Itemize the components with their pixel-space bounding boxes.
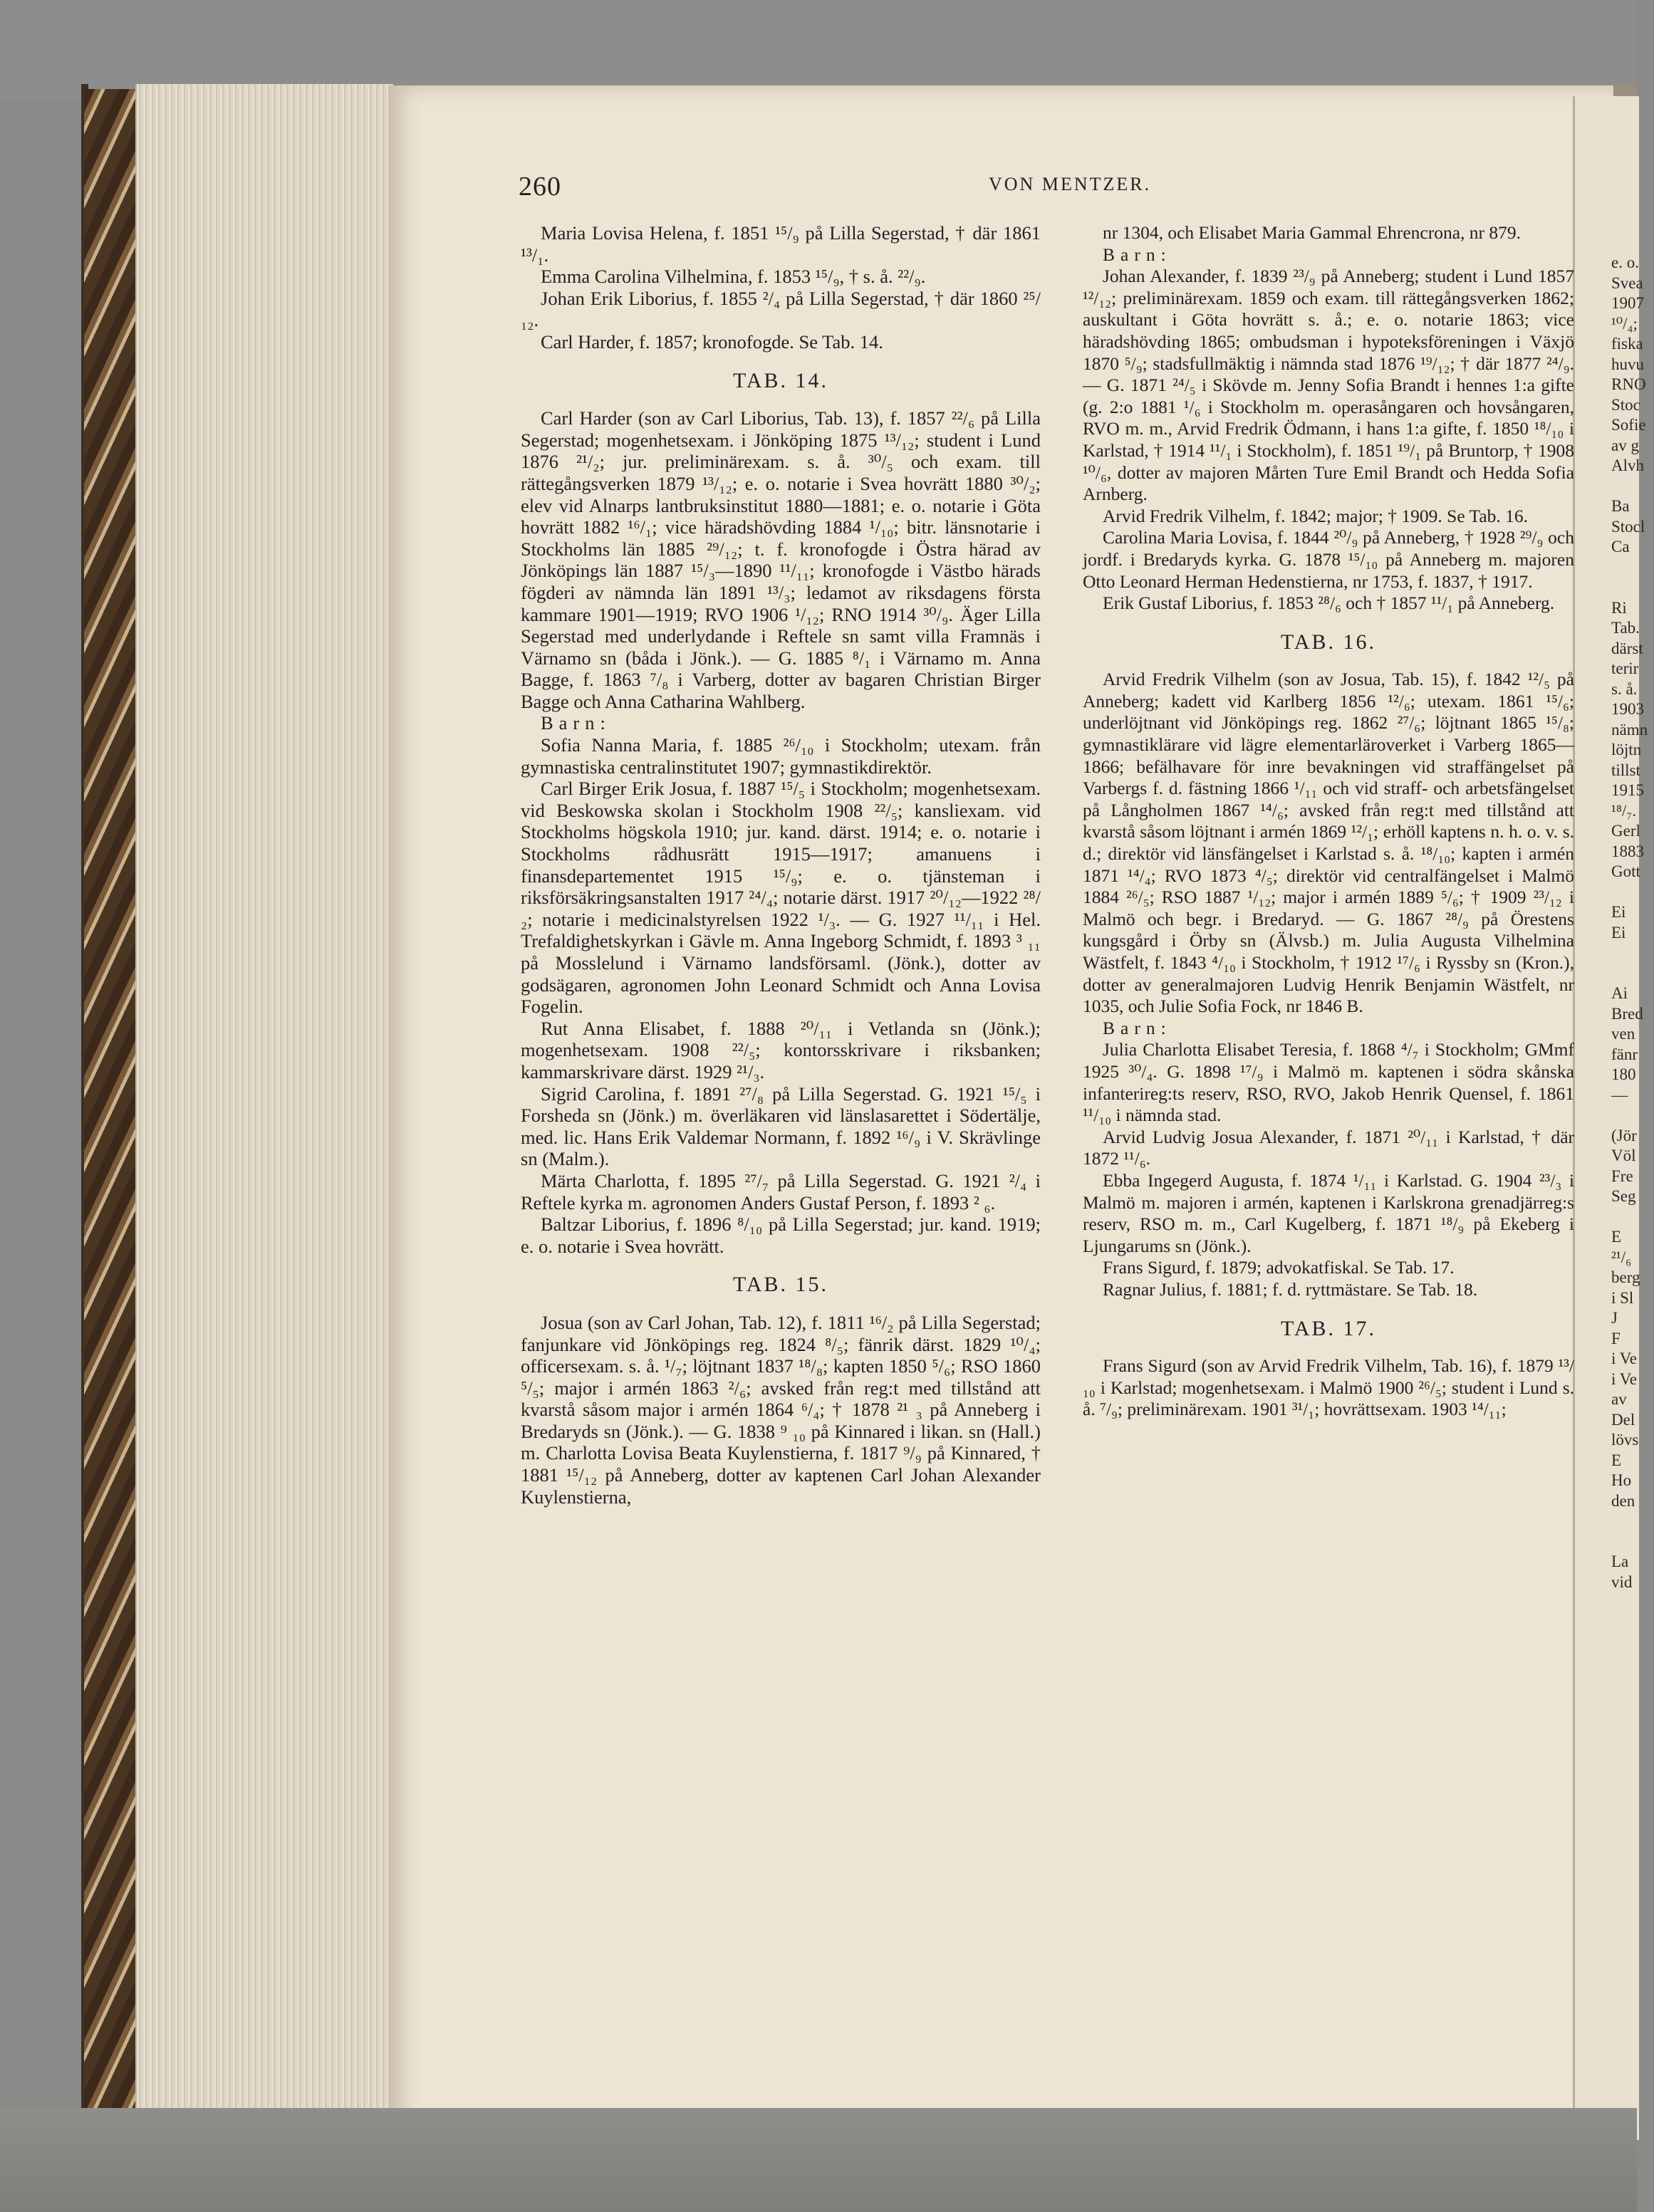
page-stack xyxy=(135,84,393,2135)
facing-page-line: löjtn xyxy=(1611,741,1642,758)
facing-page-line: E xyxy=(1611,1228,1622,1246)
facing-page-line: ¹⁰/₄; xyxy=(1611,314,1638,333)
facing-page-line xyxy=(1611,1105,1654,1126)
facing-page-line: (Jör xyxy=(1611,1126,1637,1144)
genealogy-entry: Frans Sigurd, f. 1879; advokatfiskal. Se Tab. 17. xyxy=(1103,1257,1455,1278)
facing-page-line: i Sl xyxy=(1611,1288,1634,1307)
facing-page-line: s. å. xyxy=(1611,679,1638,698)
facing-page-line: J xyxy=(1611,1309,1618,1327)
genealogy-entry: Frans Sigurd (son av Arvid Fredrik Vilhelm, Tab. 16), f. 1879 ¹³/₁₀ i Karlstad; mogenhetsexam. i Malmö 1900 ²⁶/₅; student i Lund s. å. ⁷/₉; preliminärexam. 1901 ³¹/₁; hovrättsexam. 1903 ¹⁴/₁₁; xyxy=(1083,1355,1574,1420)
facing-page-line: nämn xyxy=(1611,720,1648,739)
genealogy-entry: Märta Charlotta, f. 1895 ²⁷/₇ på Lilla Segerstad. G. 1921 ²/₄ i Reftele kyrka m. agronomen Anders Gustaf Person, f. 1893 ² ₆. xyxy=(521,1169,1041,1214)
facing-page-line: terir xyxy=(1611,659,1639,677)
facing-page-line: i Ve xyxy=(1611,1350,1637,1367)
page-number: 260 xyxy=(519,172,561,202)
genealogy-entry: Ebba Ingegerd Augusta, f. 1874 ¹/₁₁ i Karlstad. G. 1904 ²³/₃ i Malmö m. majoren i armén, kaptenen i Karlskrona grenadjärreg:s reserv, RSO m. m., Carl Kugelberg, f. 1871 ¹⁸/₉ på Ekeberg i Ljungarums sn (Jönk.). xyxy=(1083,1169,1574,1256)
genealogy-entry: Sofia Nanna Maria, f. 1885 ²⁶/₁₀ i Stockholm; utexam. från gymnastiska centralinstitutet 1907; gymnastikdirektör. xyxy=(521,734,1041,778)
genealogy-entry: Arvid Ludvig Josua Alexander, f. 1871 ²⁰/₁₁ i Karlstad, † där 1872 ¹¹/₆. xyxy=(1083,1126,1574,1169)
facing-page-line: 180 xyxy=(1611,1065,1636,1083)
facing-page-line: ven xyxy=(1611,1025,1635,1043)
genealogy-entry: Carl Harder, f. 1857; kronofogde. Se Tab. 14. xyxy=(541,330,883,353)
section-heading: TAB. 17. xyxy=(1280,1316,1377,1340)
facing-page-line: därst xyxy=(1611,639,1643,657)
facing-page-line: vid xyxy=(1611,1572,1633,1591)
section-heading: TAB. 16. xyxy=(1280,630,1377,654)
page-header xyxy=(519,171,1160,202)
facing-page-line xyxy=(1611,882,1654,903)
facing-page-line xyxy=(1611,943,1654,964)
genealogy-entry: Johan Erik Liborius, f. 1855 ²/₄ på Lilla Segerstad, † där 1860 ²⁵/₁₂. xyxy=(521,287,1041,331)
facing-page-fragments xyxy=(1611,253,1654,1592)
facing-page-line: Stoc xyxy=(1611,395,1640,414)
facing-page-line: fiska xyxy=(1611,335,1643,353)
genealogy-entry: Ragnar Julius, f. 1881; f. d. ryttmästare. Se Tab. 18. xyxy=(1103,1278,1478,1300)
facing-page-line: av xyxy=(1611,1390,1627,1408)
facing-page-line: Ho xyxy=(1611,1471,1632,1489)
facing-page-line: 1903 xyxy=(1611,700,1644,718)
facing-page-line xyxy=(1611,578,1654,598)
facing-page-line: Seg xyxy=(1611,1187,1636,1205)
facing-page-line: E xyxy=(1611,1451,1622,1469)
facing-page-line: berg xyxy=(1611,1268,1640,1286)
facing-page-line: Ei xyxy=(1611,903,1626,921)
facing-page-line: Ri xyxy=(1611,598,1627,617)
genealogy-entry: Carolina Maria Lovisa, f. 1844 ²⁰/₉ på Anneberg, † 1928 ²⁹/₉ och jordf. i Bredaryds kyrka. G. 1878 ¹⁵/₁₀ på Anneberg m. majoren Otto Leonard Herman Hedenstierna, nr 1753, f. 1837, † 1917. xyxy=(1083,527,1574,592)
genealogy-entry: Carl Birger Erik Josua, f. 1887 ¹⁵/₅ i Stockholm; mogenhetsexam. vid Beskowska skolan i Stockholm 1908 ²²/₅; kansliexam. vid Stockholms högskola 1910; jur. kand. därst. 1914; e. o. notarie i Stockholms rådhusrätt 1915—1917; amanuens i finansdepartementet 1915 ¹⁵/₉; e. o. tjänsteman i riksförsäkringsanstalten 1917 ²⁴/₄; notarie därst. 1917 ²⁰/₁₂—1922 ²⁸/₂; notarie i medicinalstyrelsen 1922 ¹/₃. — G. 1927 ¹¹/₁₁ i Hel. Trefaldighetskyrkan i Gävle m. Anna Ingeborg Schmidt, f. 1893 ³ ₁₁ på Mosslelund i Värnamo landsförsaml. (Jönk.), dotter av godsägaren, agronomen John Leonard Schmidt och Anna Lovisa Fogelin. xyxy=(521,778,1041,1018)
genealogy-entry: Arvid Fredrik Vilhelm (son av Josua, Tab. 15), f. 1842 ¹²/₅ på Anneberg; kadett vid Karlberg 1856 ¹²/₆; utexam. 1861 ¹⁵/₆; underlöjtnant vid Jönköpings reg. 1862 ²⁷/₆; löjtnant 1865 ¹⁵/₈; gymnastiklärare vid lägre elementarläroverket i Varberg 1865—1866; befälhavare för inre bevakningen vid straffängelset på Varbergs f. d. fästning 1866 ¹/₁₁ och vid straff- och arbetsfängelset på Långholmen 1867 ¹⁴/₆; avsked från reg:t med tillstånd att kvarstå såsom löjtnant i armén 1869 ¹²/₁; erhöll kaptens n. h. o. v. s. d.; direktör vid länsfängelset i Karlstad s. å. ¹⁸/₁₀; kapten i armén 1871 ¹⁴/₄; RVO 1873 ⁴/₅; direktör vid centralfängelset i Malmö 1884 ²⁶/₅; RSO 1887 ¹/₁₂; major i armén 1889 ⁵/₆; † 1909 ²³/₁₂ i Malmö och begr. i Bredaryd. — G. 1867 ²⁸/₉ på Örestens kungsgård i Örby sn (Älvsb.) m. Julia Augusta Vilhelmina Wästfelt, f. 1843 ⁴/₁₀ i Stockholm, † 1912 ¹⁷/₆ i Ryssby sn (Kron.), dotter av generalmajoren Ludvig Henrik Benjamin Wästfelt, nr 1035, och Julie Sofia Fock, nr 1846 B. xyxy=(1083,669,1574,1017)
facing-page-line xyxy=(1611,1511,1654,1532)
genealogy-entry: Rut Anna Elisabet, f. 1888 ²⁰/₁₁ i Vetlanda sn (Jönk.); mogenhetsexam. 1908 ²²/₅; kontorsskrivare i riksbanken; kammarskrivare därst. 1929 ²¹/₃. xyxy=(521,1017,1041,1082)
children-label: Barn: xyxy=(1103,1017,1172,1038)
facing-page-line: Tab. xyxy=(1611,619,1640,637)
section-heading: TAB. 14. xyxy=(732,368,829,392)
facing-page-line: 1883 xyxy=(1611,842,1644,860)
facing-page-line: i Ve xyxy=(1611,1370,1637,1388)
genealogy-entry: Erik Gustaf Liborius, f. 1853 ²⁸/₆ och † 1857 ¹¹/₁ på Anneberg. xyxy=(1103,593,1555,614)
facing-page-line: Ei xyxy=(1611,923,1626,941)
facing-page-line: RNO xyxy=(1611,375,1646,393)
facing-page-line: Ai xyxy=(1611,984,1628,1002)
facing-page-line: av g xyxy=(1611,436,1639,454)
facing-page-line: Svea xyxy=(1611,273,1643,292)
facing-page-line xyxy=(1611,1207,1654,1228)
genealogy-entry: Baltzar Liborius, f. 1896 ⁸/₁₀ på Lilla Segerstad; jur. kand. 1919; e. o. notarie i Svea hovrätt. xyxy=(521,1214,1041,1257)
genealogy-entry: Sigrid Carolina, f. 1891 ²⁷/₈ på Lilla Segerstad. G. 1921 ¹⁵/₅ i Forsheda sn (Jönk.) m. överläkaren vid länslasarettet i Södertälje, med. lic. Hans Erik Valdemar Normann, f. 1892 ¹⁶/₉ i V. Skrävlinge sn (Malm.). xyxy=(521,1082,1041,1170)
left-text-column xyxy=(521,222,1041,1508)
facing-page-line: Ca xyxy=(1611,538,1630,555)
facing-page-line: e. o. xyxy=(1611,254,1639,271)
facing-page-line xyxy=(1611,964,1654,984)
facing-page-line: Bred xyxy=(1611,1004,1643,1023)
facing-page-line: tillst xyxy=(1611,761,1640,779)
facing-page-line: ¹⁸/₇. xyxy=(1611,801,1637,820)
facing-page-line: La xyxy=(1611,1553,1629,1570)
facing-page-line: Ba xyxy=(1611,497,1630,515)
facing-page-line: Gott xyxy=(1611,862,1640,880)
genealogy-entry: Julia Charlotta Elisabet Teresia, f. 1868 ⁴/₇ i Stockholm; GMmf 1925 ³⁰/₄. G. 1898 ¹⁷/₉ i Malmö m. kaptenen i södra skånska infanterireg:ts reserv, RSO, RVO, Jakob Henrik Quensel, f. 1861 ¹¹/₁₀ i nämnda stad. xyxy=(1083,1039,1574,1126)
genealogy-entry: Emma Carolina Vilhelmina, f. 1853 ¹⁵/₉, † s. å. ²²/₉. xyxy=(541,266,926,288)
genealogy-entry: Arvid Fredrik Vilhelm, f. 1842; major; † 1909. Se Tab. 16. xyxy=(1103,505,1529,526)
marbled-edge xyxy=(84,89,140,2112)
facing-page-line: Stocl xyxy=(1611,517,1645,536)
children-label: Barn: xyxy=(541,712,611,734)
running-title: VON MENTZER. xyxy=(989,174,1152,194)
genealogy-entry: Josua (son av Carl Johan, Tab. 12), f. 1811 ¹⁶/₂ på Lilla Segerstad; fanjunkare vid Jönköpings reg. 1824 ⁸/₅; fänrik därst. 1829 ¹⁰/₄; officersexam. s. å. ¹/₇; löjtnant 1837 ¹⁸/₈; kapten 1850 ⁵/₆; RSO 1860 ⁵/₅; major i armén 1863 ²/₆; avsked från reg:t med tillstånd att kvarstå såsom major i armén 1864 ⁶/₄; † 1878 ²¹ ₃ på Anneberg i Bredaryds sn (Jönk.). — G. 1838 ⁹ ₁₀ på Kinnared i likan. sn (Hall.) m. Charlotta Lovisa Beata Kuylenstierna, f. 1817 ⁹/₉ på Kinnared, † 1881 ¹⁵/₁₂ på Anneberg, dotter av kaptenen Carl Johan Alexander Kuylenstierna, xyxy=(521,1311,1041,1508)
genealogy-entry: Maria Lovisa Helena, f. 1851 ¹⁵/₉ på Lilla Segerstad, † där 1861 ¹³/₁. xyxy=(521,222,1041,266)
facing-page-line: Alvh xyxy=(1611,457,1644,474)
facing-page-line xyxy=(1611,476,1654,497)
facing-page-line: Völ xyxy=(1611,1147,1636,1164)
facing-page-line: Fre xyxy=(1611,1167,1633,1185)
facing-page-line xyxy=(1611,558,1654,578)
genealogy-entry: Carl Harder (son av Carl Liborius, Tab. 13), f. 1857 ²²/₆ på Lilla Segerstad; mogenhetsexam. i Jönköping 1875 ¹³/₁₂; student i Lund 1876 ²¹/₂; jur. preliminärexam. s. å. ³⁰/₅ och exam. till rättegångsverken 1879 ¹³/₁₂; e. o. notarie i Svea hovrätt 1880 ³⁰/₂; elev vid Alnarps lantbruksinstitut 1880—1881; e. o. notarie i Göta hovrätt 1882 ¹⁶/₁; vice häradshövding 1884 ¹/₁₀; bitr. länsnotarie i Stockholms län 1885 ²⁹/₁₂; t. f. kronofogde i Östra härad av Jönköpings län 1887 ¹⁵/₃—1890 ¹¹/₁₁; kronofogde i Västbo härads fögderi av nämnda län 1891 ¹³/₃; ledamot av riksdagens första kammare 1901—1919; RVO 1906 ¹/₁₂; RNO 1914 ³⁰/₉. Äger Lilla Segerstad med underlydande i Reftele sn samt villa Framnäs i Värnamo sn (båda i Jönk.). — G. 1885 ⁸/₁ i Värnamo m. Anna Bagge, f. 1863 ⁷/₈ i Varberg, dotter av bagaren Christian Birger Bagge och Anna Catharina Wahlberg. xyxy=(521,407,1041,712)
children-label: Barn: xyxy=(1103,244,1172,265)
facing-page-line: Sofie xyxy=(1611,416,1646,434)
facing-page-line: den xyxy=(1611,1491,1635,1510)
facing-page-line: 1915 xyxy=(1611,781,1644,799)
section-heading: TAB. 15. xyxy=(732,1273,829,1297)
facing-page-line: lövs xyxy=(1611,1431,1639,1449)
genealogy-entry: Johan Alexander, f. 1839 ²³/₉ på Anneberg; student i Lund 1857 ¹²/₁₂; preliminärexam. 1859 och exam. till rättegångsverken 1862; auskultant i Göta hovrätt s. å.; e. o. notarie 1863; vice häradshövding 1865; ombudsman i hypoteksföreningen i Växjö 1870 ⁵/₉; stadsfullmäktig i nämnda stad 1876 ¹⁹/₁₂; † där 1877 ²⁴/₉. — G. 1871 ²⁴/₅ i Skövde m. Jenny Sofia Brandt i hennes 1:a gifte (g. 2:o 1881 ¹/₆ i Stockholm m. operasångaren och hovsångaren, RVO m. m., Arvid Fredrik Ödmann, i hans 1:a gifte, f. 1850 ¹⁸/₁₀ i Karlstad, † 1914 ¹¹/₁ i Stockholm), f. 1851 ¹⁹/₁ på Bruntorp, † 1908 ¹⁰/₆, dotter av majoren Mårten Ture Emil Brandt och Hedda Sofia Arnberg. xyxy=(1083,266,1574,505)
facing-page-line: fänr xyxy=(1611,1045,1638,1063)
facing-page-line: Del xyxy=(1611,1410,1635,1429)
facing-page-line: F xyxy=(1611,1329,1621,1347)
background-bottom xyxy=(0,2108,1637,2212)
facing-page-line: 1907 xyxy=(1611,294,1644,312)
facing-page-line xyxy=(1611,1532,1654,1553)
facing-page-line: huvu xyxy=(1611,355,1644,373)
facing-page-line: Gerl xyxy=(1611,822,1640,840)
genealogy-entry: nr 1304, och Elisabet Maria Gammal Ehrencrona, nr 879. xyxy=(1103,222,1522,243)
right-text-column xyxy=(1083,222,1574,1421)
facing-page-line: — xyxy=(1611,1085,1628,1104)
facing-page-line: ²¹/₆ xyxy=(1611,1248,1632,1266)
